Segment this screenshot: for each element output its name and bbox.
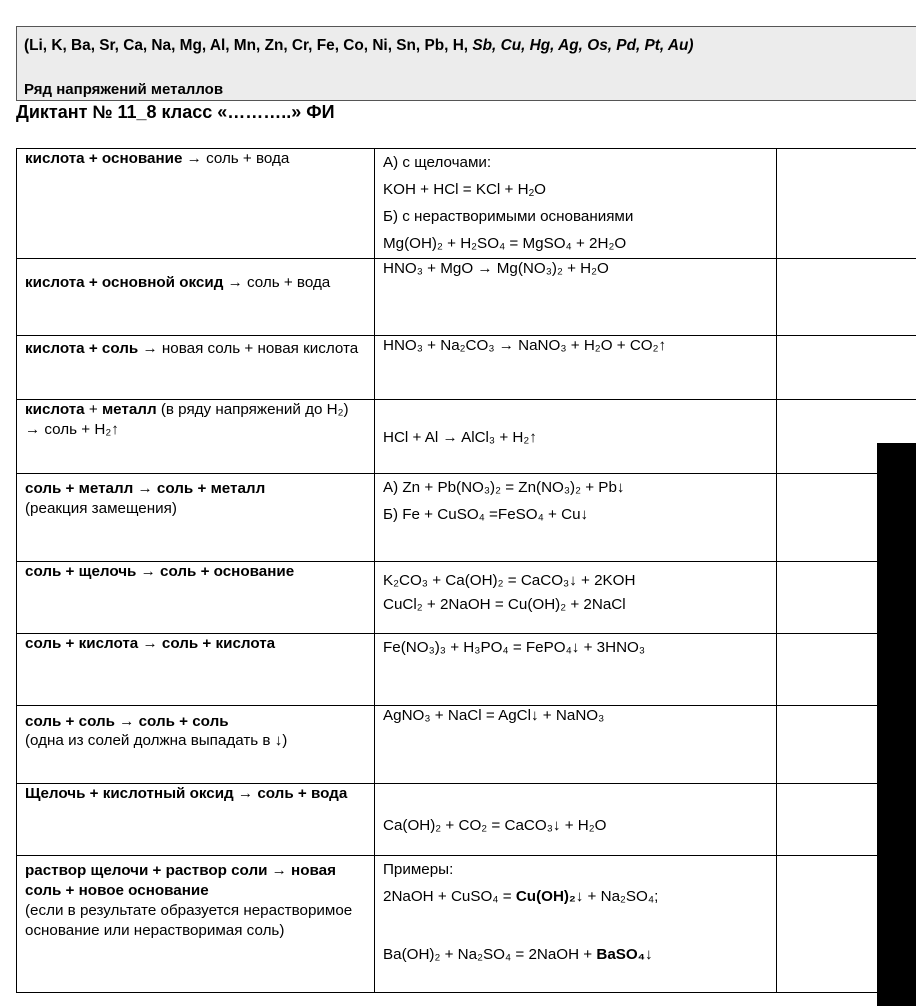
example-cell	[375, 562, 777, 634]
reaction-type-bold: кислота + основной оксид	[25, 274, 224, 291]
table-row	[17, 634, 916, 706]
example-line: HCl + Al → AlCl₃ + H₂↑	[383, 429, 537, 446]
equation-part: 2NaOH + CuSO₄ =	[383, 888, 516, 905]
reaction-type-cell	[17, 562, 375, 634]
reaction-type-rest: (в ряду напряжений до H₂) → соль + H₂↑	[25, 401, 349, 438]
example-line: А) Zn + Pb(NO₃)₂ = Zn(NO₃)₂ + Pb↓	[383, 479, 625, 496]
reaction-type-bold: металл	[101, 401, 157, 418]
example-line: HNO₃ + Na₂CO₃ → NaNO₃ + H₂O + CO₂↑	[383, 337, 667, 354]
example-cell	[375, 149, 777, 259]
example-cell	[375, 784, 777, 856]
metal-activity-series	[24, 37, 694, 55]
reaction-type-bold: кислота + соль	[25, 340, 139, 357]
reaction-type-rest: (если в результате образуется нерастворимое основание или нерастворимая соль)	[25, 902, 353, 939]
equation-bold: BaSO₄↓	[596, 946, 653, 963]
reaction-type-bold: кислота	[25, 401, 85, 418]
reaction-type-cell	[17, 474, 375, 562]
example-line: CuCl₂ + 2NaOH = Cu(OH)₂ + 2NaCl	[383, 596, 626, 613]
reaction-type-rest: → соль + вода	[182, 150, 290, 167]
table-row	[17, 706, 916, 784]
reaction-type-cell	[17, 706, 375, 784]
reaction-type-cell	[17, 400, 375, 474]
table-row	[17, 336, 916, 400]
example-cell	[375, 474, 777, 562]
table-row	[17, 784, 916, 856]
example-line: AgNO₃ + NaCl = AgCl↓ + NaNO₃	[383, 707, 605, 724]
example-cell	[375, 706, 777, 784]
example-cell	[375, 259, 777, 336]
example-line: А) с щелочами:	[383, 154, 492, 171]
reaction-type-rest: → новая соль + новая кислота	[138, 340, 359, 357]
example-line: Mg(OH)₂ + H₂SO₄ = MgSO₄ + 2H₂O	[383, 235, 627, 252]
series-label: Ряд напряжений металлов	[24, 81, 224, 98]
reaction-type-rest: (одна из солей должна выпадать в ↓)	[25, 732, 288, 749]
reaction-type-bold: соль + кислота → соль + кислота	[25, 635, 276, 652]
reaction-type-bold: соль + соль → соль + соль	[25, 713, 229, 730]
table-row	[17, 259, 916, 336]
equation-part: KOH + HCl = KCl + H	[383, 181, 529, 198]
example-line	[383, 176, 768, 203]
example-cell	[375, 400, 777, 474]
equation-bold: Cu(OH)₂↓	[515, 888, 584, 905]
example-cell	[375, 336, 777, 400]
reaction-type-bold: Щелочь + кислотный оксид → соль + вода	[25, 785, 348, 802]
example-line: Fe(NO₃)₃ + H₃PO₄ = FePO₄↓ + 3HNO₃	[383, 639, 646, 656]
reaction-type-cell	[17, 149, 375, 259]
reaction-type-cell	[17, 856, 375, 993]
reaction-type-cell	[17, 259, 375, 336]
reaction-type-bold: соль + щелочь → соль + основание	[25, 563, 295, 580]
reaction-type-rest: (реакция замещения)	[25, 500, 177, 517]
metals-regular: (Li, K, Ba, Sr, Ca, Na, Mg, Al, Mn, Zn, Cr, Fe, Co, Ni, Sn, Pb, H,	[24, 37, 473, 54]
table-row	[17, 562, 916, 634]
example-cell	[375, 634, 777, 706]
reaction-type-rest: → соль + вода	[223, 274, 331, 291]
example-line: Ca(OH)₂ + CO₂ = CaCO₃↓ + H₂O	[383, 817, 607, 834]
answer-cell[interactable]	[777, 336, 916, 400]
reaction-type-bold: раствор щелочи + раствор соли → новая соль + новое основание	[25, 862, 336, 899]
example-line: Примеры:	[383, 861, 454, 878]
reaction-type-cell	[17, 784, 375, 856]
table-row	[17, 400, 916, 474]
equation-subscript: 2	[528, 188, 535, 199]
example-line	[383, 941, 768, 968]
answer-cell[interactable]	[777, 259, 916, 336]
example-line: K₂CO₃ + Ca(OH)₂ = CaCO₃↓ + 2KOH	[383, 572, 636, 589]
table-row	[17, 856, 916, 993]
example-cell	[375, 856, 777, 993]
example-line	[383, 883, 768, 910]
equation-part: + Na₂SO₄;	[583, 888, 659, 905]
metals-italic: Sb, Cu, Hg, Ag, Os, Pd, Pt, Au)	[472, 37, 694, 54]
answer-cell[interactable]	[777, 149, 916, 259]
black-redaction-strip	[877, 443, 916, 1006]
dictation-title: Диктант № 11_8 класс «………..» ФИ	[16, 102, 335, 122]
example-line: Б) Fe + CuSO₄ =FeSO₄ + Cu↓	[383, 506, 589, 523]
equation-part: Ba(OH)₂ + Na₂SO₄ = 2NaOH +	[383, 946, 597, 963]
reaction-type-cell	[17, 336, 375, 400]
reaction-type-bold: кислота + основание	[25, 150, 183, 167]
reaction-type-cell	[17, 634, 375, 706]
reactions-table	[16, 148, 916, 993]
table-row	[17, 149, 916, 259]
reaction-type-bold: соль + металл → соль + металл	[25, 480, 266, 497]
example-line: Б) с нерастворимыми основаниями	[383, 208, 634, 225]
reaction-type-rest: +	[84, 401, 102, 418]
table-row	[17, 474, 916, 562]
example-line: HNO₃ + MgO → Mg(NO₃)₂ + H₂O	[383, 260, 609, 277]
equation-part: O	[534, 181, 546, 198]
